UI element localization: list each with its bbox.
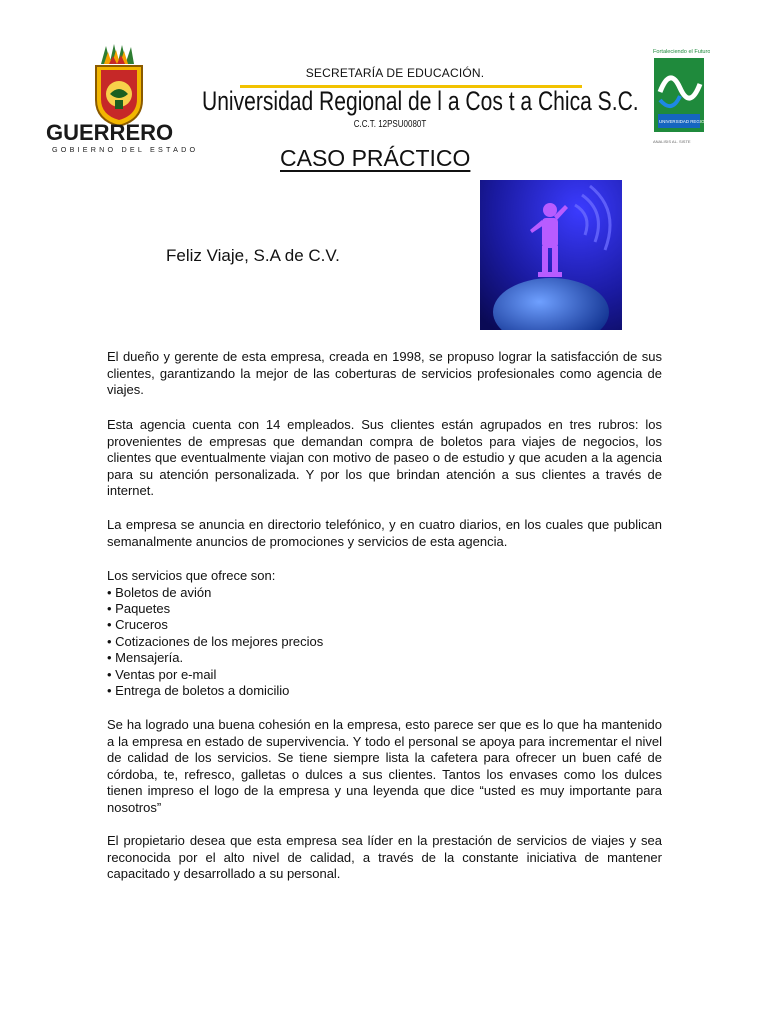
list-item: • Boletos de avión xyxy=(107,585,662,601)
paragraph-owner-goal: El propietario desea que esta empresa sea líder en la prestación de servicios de viajes y sea reconocida por el alto nivel de calidad, a través de la constante iniciativa de mantener capacitado y desarrollado a su personal. xyxy=(107,833,662,882)
services-intro: Los servicios que ofrece son: xyxy=(107,568,276,583)
university-heading: Universidad Regional de l a Cos t a Chica S.C. xyxy=(202,86,639,116)
list-item: • Paquetes xyxy=(107,601,662,617)
guerrero-logo xyxy=(46,42,196,154)
paragraph-cohesion: Se ha logrado una buena cohesión en la empresa, esto parece ser que es lo que ha mantenido a la empresa en estado de supervivencia. Y todo el personal se apoya para incrementar el nivel de calidad de los servicios. Se tiene siempre lista la cafetera para ofrecer un buen café de córdoba, te, refresco, galletas o dulces a sus clientes. Tantos los envases como los dulces tienen impreso el logo de la empresa y una leyenda que dice “usted es muy importante para nosotros” xyxy=(107,717,662,815)
list-item: • Cruceros xyxy=(107,617,662,633)
list-item: • Cotizaciones de los mejores precios xyxy=(107,634,662,650)
list-item: • Ventas por e-mail xyxy=(107,667,662,683)
cct-code: C.C.T. 12PSU0080T xyxy=(353,119,427,130)
secretaria-heading: SECRETARÍA DE EDUCACIÓN. xyxy=(305,66,485,80)
guerrero-name: GUERRERO xyxy=(46,120,174,145)
document-title: CASO PRÁCTICO xyxy=(280,145,471,171)
list-item: • Entrega de boletos a domicilio xyxy=(107,683,662,699)
right-logo-badge-text: UNIVERSIDAD REGIONAL xyxy=(659,119,710,124)
right-logo-bottom-text: ANALISIS AL. SISTE xyxy=(653,139,691,144)
company-name: Feliz Viaje, S.A de C.V. xyxy=(166,246,340,265)
feather-crown-icon xyxy=(101,44,134,64)
universidad-regional-logo xyxy=(650,44,710,146)
services-section xyxy=(107,568,662,699)
paragraph-advertising: La empresa se anuncia en directorio telefónico, y en cuatro diarios, en los cuales que publican semanalmente anuncios de promociones y servicios de esta agencia. xyxy=(107,517,662,549)
paragraph-intro: El dueño y gerente de esta empresa, creada en 1998, se propuso lograr la satisfacción de sus clientes, garantizando la mejor de las coberturas de servicios profesionales como agencia de viajes. xyxy=(107,349,662,398)
guerrero-subtitle: GOBIERNO DEL ESTADO xyxy=(52,145,196,154)
paragraph-agency-clients: Esta agencia cuenta con 14 empleados. Sus clientes están agrupados en tres rubros: los provenientes de empresas que demandan compra de boletos para viajes de negocios, los clientes que eventualmente viajan con motivo de paseo o de estudio y que acuden a la agencia para su atención personalizada. Y por los que brindan atención a sus clientes a través de internet. xyxy=(107,417,662,499)
services-list xyxy=(107,585,662,700)
hero-figure-image xyxy=(480,180,622,330)
shield-icon xyxy=(96,66,142,126)
right-logo-top-text: Fortaleciendo el Futuro xyxy=(653,49,710,55)
list-item: • Mensajería. xyxy=(107,650,662,666)
